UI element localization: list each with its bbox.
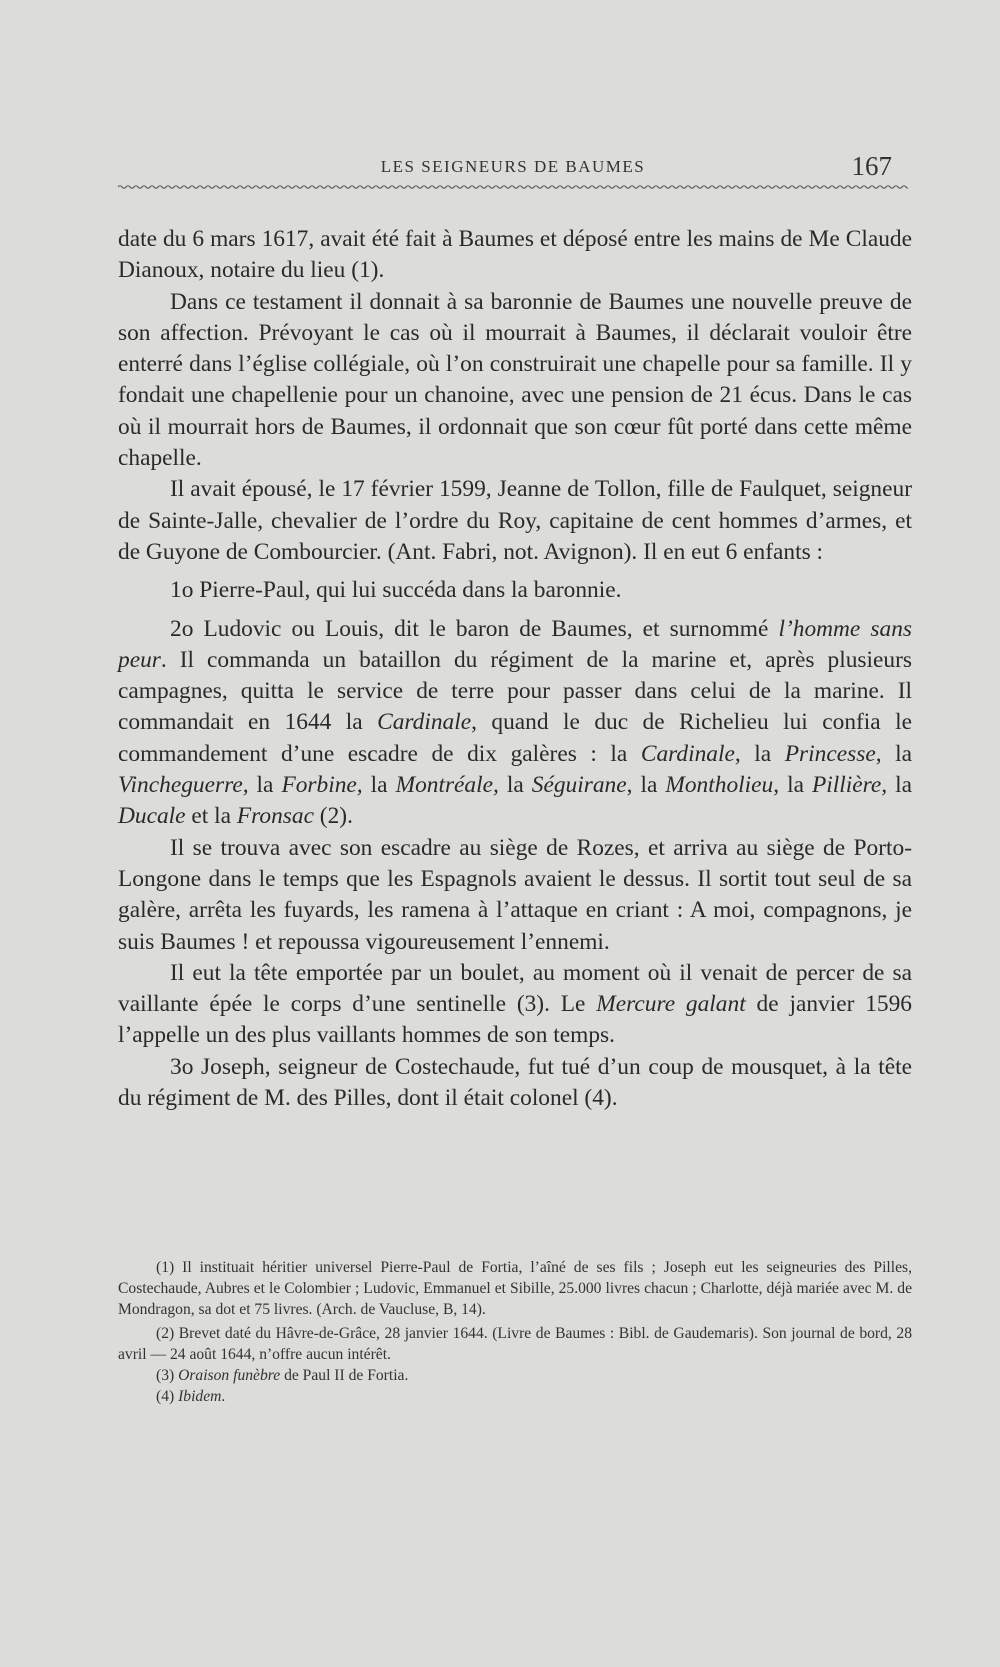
galley-name: Pillière,: [811, 772, 888, 799]
wavy-rule: [118, 184, 908, 190]
list-item-2-nickname: l’homme sans peur: [118, 615, 912, 673]
separator: la: [362, 772, 396, 799]
galley-name: Forbine,: [281, 772, 363, 799]
galley-name: Princesse: [784, 740, 876, 767]
separator: la: [887, 772, 912, 799]
separator: la: [248, 772, 282, 799]
paragraph-6: Il se trouva avec son escadre au siège de Rozes, et arriva au siège de Porto-Longone dans le temps que les Espagnols avaient le dessus. Il sortit tout seul de sa galère, arrêta les fuyards, les ramena à l’attaque en criant : A moi, compagnons, je suis Baumes ! et repoussa vigoureusement l’ennemi.: [118, 834, 912, 955]
footnotes: [118, 1257, 912, 1407]
separator: , la: [773, 772, 812, 799]
galley-name: Fronsac: [236, 803, 314, 830]
paragraph-1: date du 6 mars 1617, avait été fait à Baumes et déposé entre les mains de Me Claude Dianoux, notaire du lieu (1).: [118, 226, 912, 284]
footnote-4-title: Ibidem: [178, 1388, 222, 1405]
footnote-3-text: de Paul II de Fortia.: [280, 1367, 409, 1384]
footnote-ref: (2).: [313, 803, 353, 830]
list-item-2: [118, 614, 912, 833]
galley-name: Montréale,: [395, 772, 499, 799]
body-text: [118, 224, 912, 1114]
paragraph-2: Dans ce testament il donnait à sa baronnie de Baumes une nouvelle preuve de son affection. Prévoyant le cas où il mourrait à Baumes, il déclarait vouloir être enterré dans l’église collégiale, où l’on construirait une chapelle pour sa famille. Il y fondait une chapellenie pour un chanoine, avec une pension de 21 écus. Dans le cas où il mourrait hors de Baumes, il ordonnait que son cœur fût porté dans cette même chapelle.: [118, 288, 912, 472]
list-item-2-text-c: . Il commanda un bataillon du régiment de la marine et, après plusieurs campagnes, quitta le service de terre pour passer dans celui de la marine. Il commandait en 1644 la: [118, 646, 912, 736]
separator: et la: [185, 803, 237, 830]
publication-title: Mercure galant: [596, 991, 746, 1018]
footnote-4-number: (4): [156, 1388, 179, 1405]
separator: , la: [875, 740, 912, 767]
footnote-4-text: .: [221, 1388, 226, 1405]
galley-name: Séguirane: [531, 772, 627, 799]
galley-name: Vincheguerre,: [118, 772, 249, 799]
separator: la: [498, 772, 532, 799]
galley-name: Cardinale: [640, 740, 735, 767]
footnote-2: (2) Brevet daté du Hâvre-de-Grâce, 28 janvier 1644. (Livre de Baumes : Bibl. de Gaudemaris). Son journal de bord, 28 avril — 24 août 1644, n’offre aucun intérêt.: [118, 1325, 912, 1363]
running-title: LES SEIGNEURS DE BAUMES: [380, 157, 646, 176]
list-item-2-text-a: 2o Ludovic ou Louis, dit le baron de Baumes, et surnommé: [170, 615, 779, 642]
page-number: 167: [851, 151, 892, 181]
list-item-1: 1o Pierre-Paul, qui lui succéda dans la baronnie.: [170, 577, 622, 604]
separator: , la: [626, 772, 666, 799]
list-item-2-text-e: , quand le duc de Richelieu lui confia le commandement d’une escadre de dix galères : la: [118, 709, 912, 767]
paragraph-7-text-c: de janvier 1596 l’appelle un des plus vaillants hommes de son temps.: [118, 991, 913, 1049]
footnote-4: [118, 1386, 912, 1407]
galley-name: Ducale: [118, 803, 186, 830]
footnote-3-number: (3): [156, 1367, 179, 1384]
footnote-3: [118, 1365, 912, 1386]
list-item-3: 3o Joseph, seigneur de Costechaude, fut tué d’un coup de mousquet, à la tête du régiment de M. des Pilles, dont il était colonel (4).: [118, 1053, 912, 1112]
paragraph-7: [118, 958, 912, 1052]
galley-name: Montholieu: [665, 772, 774, 799]
paragraph-7-text-a: Il eut la tête emportée par un boulet, au moment où il venait de percer de sa vaillante épée le corps d’une sentinelle (3). Le: [118, 959, 912, 1018]
footnote-3-title: Oraison funèbre: [178, 1367, 281, 1384]
footnote-1: (1) Il instituait héritier universel Pierre-Paul de Fortia, l’aîné de ses fils ; Joseph eut les seigneuries des Pilles, Costechaude, Aubres et le Colombier ; Ludovic, Emmanuel et Sibille, 25.000 livres chacun ; Charlotte, déjà mariée avec M. de Mondragon, sa dot et 75 livres. (Arch. de Vaucluse, B, 14).: [118, 1259, 912, 1318]
galley-name: Cardinale: [377, 709, 472, 736]
separator: , la: [734, 740, 785, 767]
running-head: [118, 151, 908, 185]
paragraph-3: Il avait épousé, le 17 février 1599, Jeanne de Tollon, fille de Faulquet, seigneur de Sainte-Jalle, chevalier de l’ordre du Roy, capitaine de cent hommes d’armes, et de Guyone de Combourcier. (Ant. Fabri, not. Avignon). Il en eut 6 enfants :: [118, 476, 912, 565]
